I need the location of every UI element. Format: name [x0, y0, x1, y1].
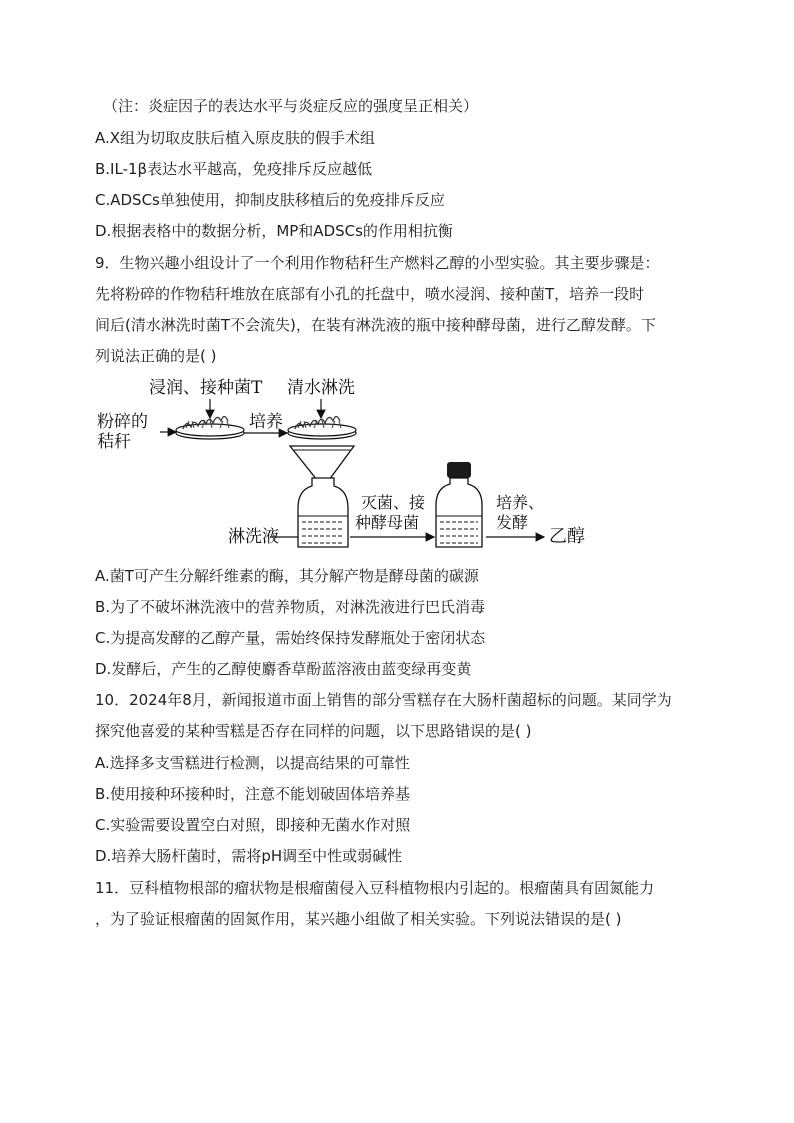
q9-stem-line-4: 列说法正确的是( ) — [95, 347, 217, 365]
label-ferment-line-2: 发酵 — [496, 513, 529, 532]
q8-option-b: B.IL-1β表达水平越高，免疫排斥反应越低 — [95, 160, 373, 178]
q10-stem-line-1: 10．2024年8月，新闻报道市面上销售的部分雪糕存在大肠杆菌超标的问题。某同学为 — [95, 691, 672, 709]
label-straw-line-2: 秸秆 — [97, 432, 131, 452]
q10-option-a: A.选择多支雪糕进行检测，以提高结果的可靠性 — [95, 754, 410, 772]
q11-stem-line-1: 11．豆科植物根部的瘤状物是根瘤菌侵入豆科植物根内引起的。根瘤菌具有固氮能力 — [95, 879, 655, 897]
q9-option-a: A.菌T可产生分解纤维素的酶，其分解产物是酵母菌的碳源 — [95, 567, 479, 585]
q9-option-c: C.为提高发酵的乙醇产量，需始终保持发酵瓶处于密闭状态 — [95, 629, 486, 647]
label-water-rinse: 清水淋洗 — [287, 378, 355, 398]
q8-option-c: C.ADSCs单独使用，抑制皮肤移植后的免疫排斥反应 — [95, 191, 445, 209]
tray-2 — [288, 417, 356, 440]
q8-option-d: D.根据表格中的数据分析，MP和ADSCs的作用相抗衡 — [95, 222, 453, 240]
label-sterilize-line-1: 灭菌、接 — [361, 493, 426, 512]
eluate-bottle — [298, 478, 348, 547]
q9-option-d: D.发酵后，产生的乙醇使麝香草酚蓝溶液由蓝变绿再变黄 — [95, 660, 472, 678]
label-ethanol: 乙醇 — [549, 526, 585, 547]
label-culture: 培养 — [249, 412, 283, 432]
label-ferment-line-1: 培养、 — [496, 493, 545, 512]
q10-option-c: C.实验需要设置空白对照，即接种无菌水作对照 — [95, 816, 411, 834]
label-straw-line-1: 粉碎的 — [97, 412, 148, 432]
q9-stem-line-1: 9．生物兴趣小组设计了一个利用作物秸秆生产燃料乙醇的小型实验。其主要步骤是： — [95, 254, 660, 272]
q9-stem-line-3: 间后(清水淋洗时菌T不会流失)，在装有淋洗液的瓶中接种酵母菌，进行乙醇发酵。下 — [95, 316, 656, 334]
label-eluate: 淋洗液 — [228, 527, 279, 547]
q8-option-a: A.X组为切取皮肤后植入原皮肤的假手术组 — [95, 129, 376, 147]
q9-option-b: B.为了不破坏淋洗液中的营养物质，对淋洗液进行巴氏消毒 — [95, 598, 486, 616]
q10-option-d: D.培养大肠杆菌时，需将pH调至中性或弱碱性 — [95, 847, 403, 865]
q9-stem-line-2: 先将粉碎的作物秸秆堆放在底部有小孔的托盘中，喷水浸润、接种菌T，培养一段时 — [95, 285, 645, 303]
label-sterilize-line-2: 种酵母菌 — [355, 513, 420, 532]
label-soak-inoculate: 浸润、接种菌T — [149, 378, 263, 398]
q8-note: （注：炎症因子的表达水平与炎症反应的强度呈正相关） — [103, 97, 479, 115]
q11-stem-line-2: ，为了验证根瘤菌的固氮作用，某兴趣小组做了相关实验。下列说法错误的是( ) — [95, 910, 622, 928]
q10-option-b: B.使用接种环接种时，注意不能划破固体培养基 — [95, 785, 411, 803]
fermentation-bottle — [436, 462, 482, 547]
q10-stem-line-2: 探究他喜爱的某种雪糕是否存在同样的问题，以下思路错误的是( ) — [95, 722, 532, 740]
tray-1 — [176, 417, 244, 440]
